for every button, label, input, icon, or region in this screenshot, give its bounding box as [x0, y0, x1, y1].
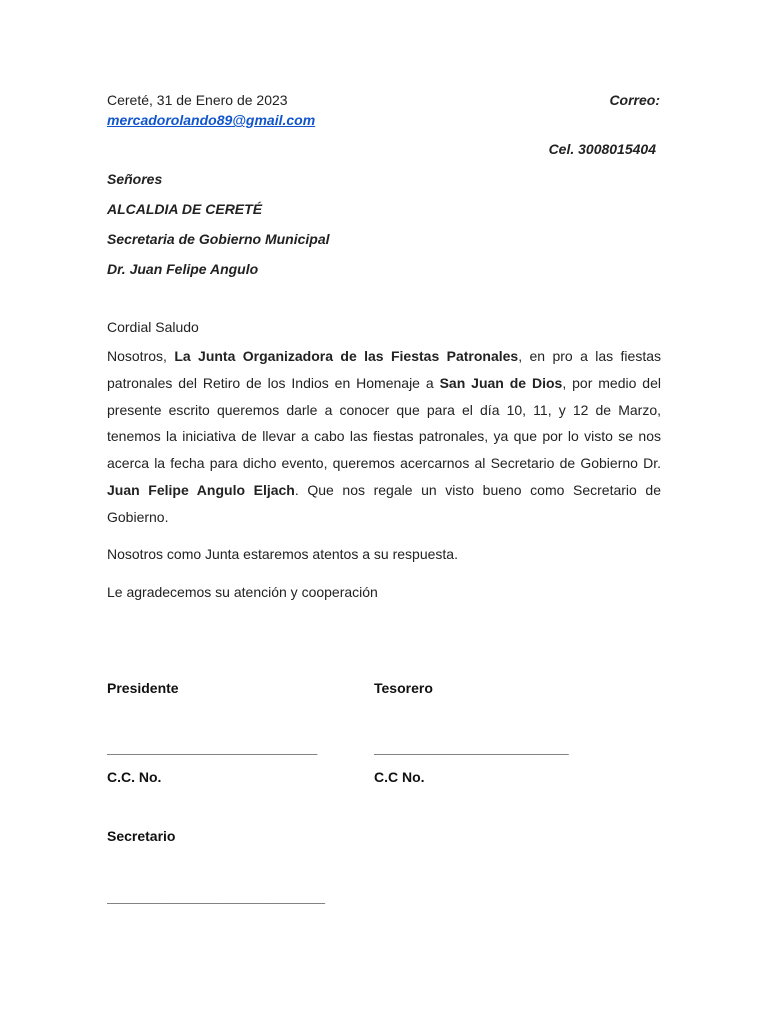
p1-text-g: . Que nos regale un visto bueno como Secretario de Gobierno. — [107, 481, 661, 525]
addressee-greeting: Señores — [107, 171, 163, 187]
main-paragraph — [107, 343, 661, 531]
addressee-person: Dr. Juan Felipe Angulo — [107, 261, 259, 277]
p1-secretary-name: Juan Felipe Angulo Eljach — [107, 481, 295, 498]
addressee-org: ALCALDIA DE CERETÉ — [107, 201, 263, 217]
closing-paragraph-2: Le agradecemos su atención y cooperación — [107, 584, 378, 600]
email-link[interactable]: mercadorolando89@gmail.com — [107, 112, 316, 128]
signature-line-tesorero: _________________________ — [374, 740, 569, 756]
place-date: Cereté, 31 de Enero de 2023 — [107, 92, 288, 108]
cc-label-presidente: C.C. No. — [107, 769, 162, 785]
signature-line-presidente: ___________________________ — [107, 740, 318, 756]
salutation: Cordial Saludo — [107, 319, 199, 335]
cc-label-tesorero: C.C No. — [374, 769, 425, 785]
signature-title-presidente: Presidente — [107, 680, 179, 696]
p1-text-a: Nosotros, — [107, 348, 175, 364]
phone-number: Cel. 3008015404 — [548, 141, 656, 157]
signature-title-tesorero: Tesorero — [374, 680, 433, 696]
p1-text-e: , por medio del presente escrito queremos darle a conocer que para el día 10, 11, y 12 de Marzo, tenemos la iniciativa de llevar a cabo las fiestas patronales, ya que por lo visto se nos acerca la fecha para dicho evento, queremos acercarnos al Secretario de Gobierno Dr. — [107, 374, 661, 472]
p1-text-c: , en pro a las fiestas patronales del Retiro de los Indios en Homenaje a — [107, 348, 661, 391]
p1-saint: San Juan de Dios — [439, 374, 563, 391]
addressee-dept: Secretaria de Gobierno Municipal — [107, 231, 330, 247]
signature-line-secretario: ____________________________ — [107, 889, 326, 905]
correo-label: Correo: — [609, 92, 660, 108]
p1-organization: La Junta Organizadora de las Fiestas Patronales — [174, 348, 519, 364]
closing-paragraph-1: Nosotros como Junta estaremos atentos a su respuesta. — [107, 546, 458, 562]
signature-title-secretario: Secretario — [107, 828, 176, 844]
